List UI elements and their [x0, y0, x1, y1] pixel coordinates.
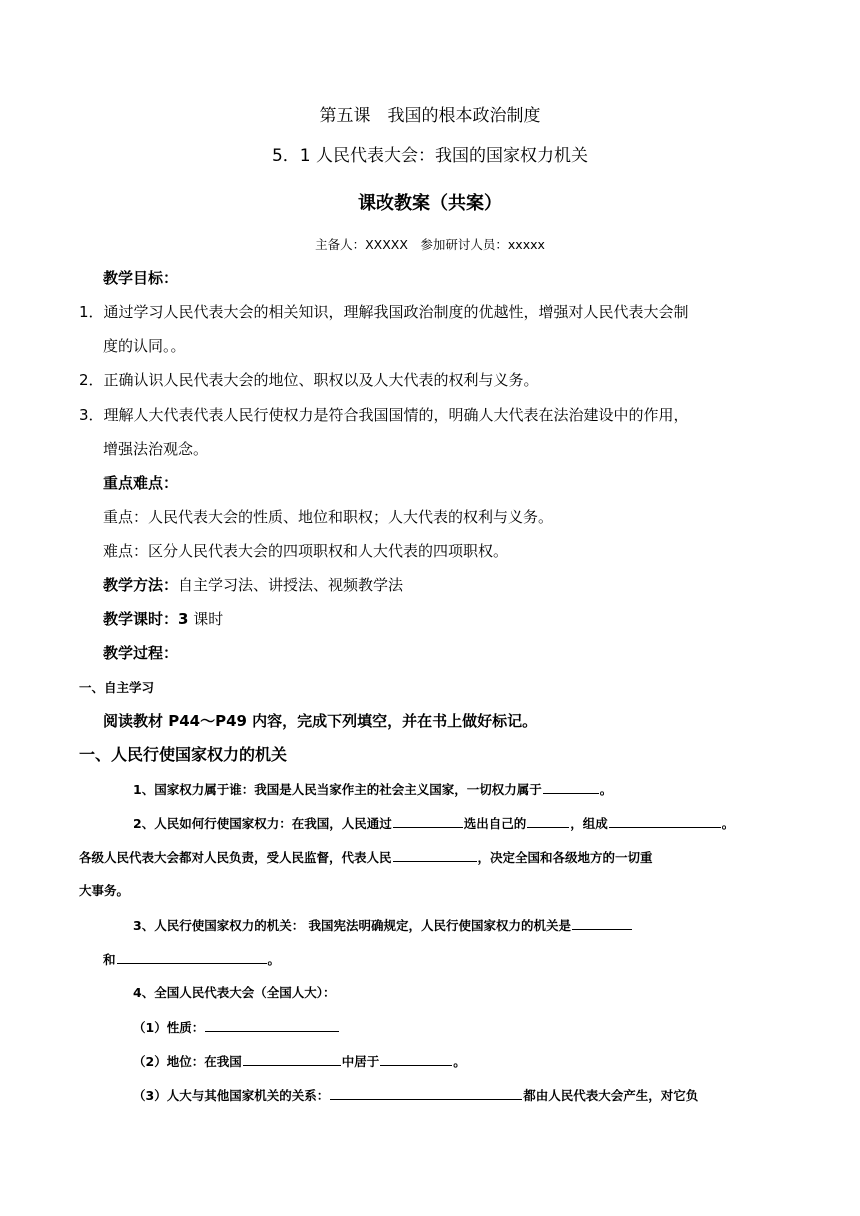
q3-end: 。 [267, 952, 281, 967]
q4-status-end: 。 [453, 1054, 466, 1069]
goal-1-number: 1． [79, 303, 104, 321]
q2-blank-4[interactable] [393, 847, 477, 862]
authors-line: 主备人：XXXXX 参加研讨人员：xxxxx [315, 237, 545, 252]
q1-blank[interactable] [543, 779, 599, 794]
goal-3-text: 理解人大代表代表人民行使权力是符合我国国情的，明确人大代表在法治建设中的作用， [103, 406, 689, 424]
goals-heading: 教学目标： [103, 269, 179, 287]
goal-1-continued: 度的认同。。 [103, 337, 186, 355]
section-heading: 一、人民行使国家权力的机关 [79, 745, 288, 764]
q1-text: 1、国家权力属于谁：我国是人民当家作主的社会主义国家，一切权力属于 [133, 782, 542, 797]
q2-blank-1[interactable] [393, 813, 463, 828]
q2-part2: 选出自己的 [463, 816, 527, 831]
q3-text: 3、人民行使国家权力的机关： 我国宪法明确规定，人民行使国家权力的机关是 [133, 918, 572, 933]
q2-blank-3[interactable] [609, 813, 721, 828]
q4-nature-label: （1）性质： [133, 1020, 205, 1035]
q4-status-blank-1[interactable] [243, 1051, 341, 1066]
question-3 [133, 915, 633, 936]
process-heading: 教学过程： [103, 644, 179, 662]
q2-part3: ，组成 [570, 816, 608, 831]
method-value: 自主学习法、讲授法、视频教学法 [178, 576, 404, 594]
question-3-line2 [103, 949, 280, 970]
hours-line [103, 609, 223, 629]
question-2-line3: 大事务。 [79, 883, 130, 898]
q4-relation-a: （3）人大与其他国家机关的关系： [133, 1088, 330, 1103]
q1-end: 。 [599, 782, 613, 797]
goal-2-number: 2． [79, 371, 104, 389]
q4-status-blank-2[interactable] [380, 1051, 452, 1066]
reading-instruction: 阅读教材 P44～P49 内容，完成下列填空，并在书上做好标记。 [103, 712, 538, 730]
q2-line2b: ，决定全国和各级地方的一切重 [477, 850, 653, 865]
goal-2 [79, 370, 539, 390]
method-line [103, 575, 403, 595]
q3-blank-1[interactable] [572, 915, 632, 930]
q4-relation [133, 1085, 698, 1106]
hours-unit: 课时 [188, 610, 224, 628]
difficult-points: 难点：区分人民代表大会的四项职权和人大代表的四项职权。 [103, 542, 509, 560]
goal-1-text: 通过学习人民代表大会的相关知识，理解我国政治制度的优越性，增强对人民代表大会制 [103, 303, 689, 321]
section-title: 5．1 人民代表大会：我国的国家权力机关 [271, 146, 589, 166]
q4-relation-b: 都由人民代表大会产生，对它负 [523, 1088, 699, 1103]
key-points: 重点：人民代表大会的性质、地位和职权；人大代表的权利与义务。 [103, 508, 554, 526]
q4-nature [133, 1017, 340, 1038]
question-1 [133, 779, 612, 800]
q4-status [133, 1051, 466, 1072]
focus-heading: 重点难点： [103, 474, 179, 492]
q2-line2a: 各级人民代表大会都对人民负责，受人民监督，代表人民 [79, 850, 392, 865]
q3-line2-start: 和 [103, 952, 116, 967]
q4-status-b: 中居于 [341, 1054, 380, 1069]
q4-nature-blank[interactable] [205, 1017, 339, 1032]
goal-2-text: 正确认识人民代表大会的地位、职权以及人大代表的权利与义务。 [103, 371, 539, 389]
q3-blank-2[interactable] [117, 949, 267, 964]
goal-3 [79, 405, 689, 425]
q4-status-a: （2）地位：在我国 [133, 1054, 242, 1069]
q4-relation-blank[interactable] [330, 1085, 522, 1100]
goal-1 [79, 302, 689, 322]
method-label: 教学方法： [103, 576, 179, 594]
self-study-heading: 一、自主学习 [79, 680, 155, 695]
goal-3-number: 3． [79, 406, 104, 424]
plan-type-title: 课改教案（共案） [358, 193, 502, 214]
hours-number: 3 [178, 610, 189, 628]
question-4-heading: 4、全国人民代表大会（全国人大）： [133, 985, 336, 1000]
q2-blank-2[interactable] [527, 813, 569, 828]
goal-3-continued: 增强法治观念。 [103, 440, 209, 458]
q2-end: 。 [721, 816, 735, 831]
lesson-title: 第五课 我国的根本政治制度 [319, 106, 541, 126]
q2-part1: 2、人民如何行使国家权力：在我国，人民通过 [133, 816, 392, 831]
question-2-line2 [79, 847, 653, 868]
question-2 [133, 813, 734, 834]
hours-label: 教学课时： [103, 610, 179, 628]
